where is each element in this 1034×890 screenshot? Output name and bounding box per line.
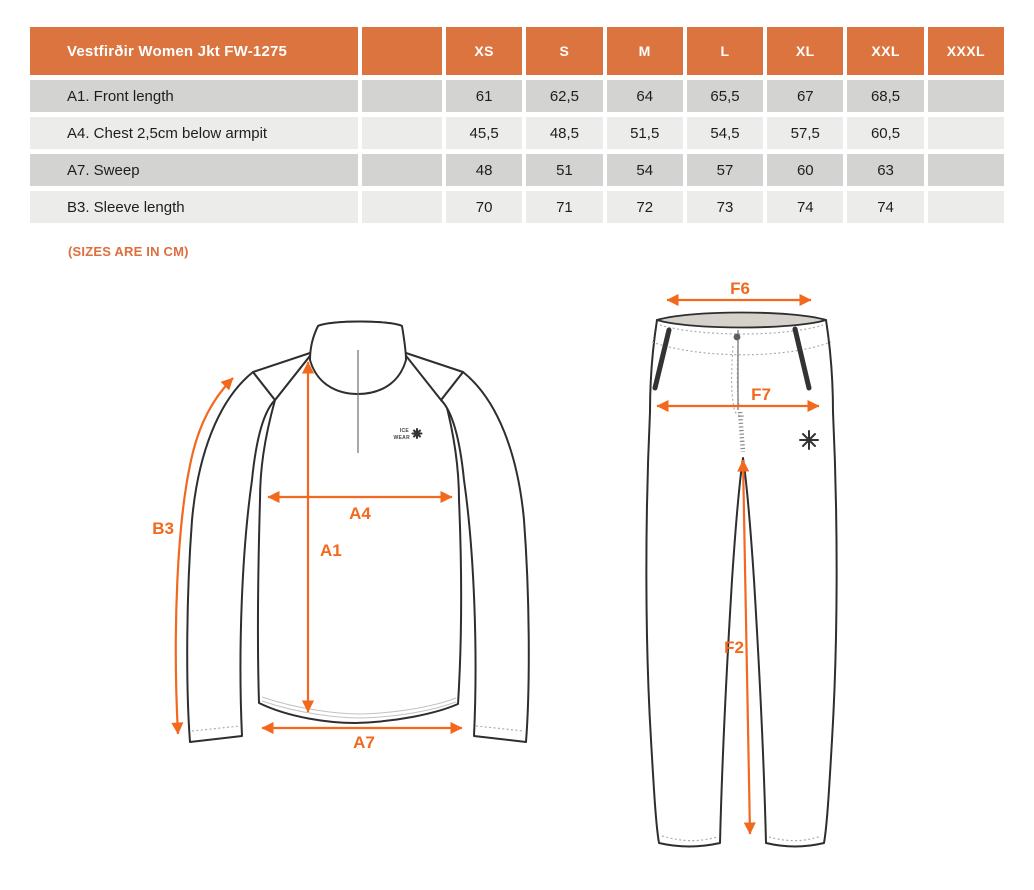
- value-cell: [928, 80, 1004, 112]
- snowflake-icon: [413, 429, 422, 438]
- value-cell: 48,5: [526, 117, 602, 149]
- value-cell: 71: [526, 191, 602, 223]
- value-cell: 62,5: [526, 80, 602, 112]
- row-label-a1: A1. Front length: [30, 80, 358, 112]
- spacer-cell: [362, 117, 442, 149]
- row-label-b3: B3. Sleeve length: [30, 191, 358, 223]
- value-cell: [928, 154, 1004, 186]
- jacket-body: [258, 352, 461, 723]
- sizes-note: (SIZES ARE IN CM): [68, 244, 189, 259]
- value-cell: 68,5: [847, 80, 923, 112]
- value-cell: 63: [847, 154, 923, 186]
- spacer-cell: [362, 154, 442, 186]
- a7-label: A7: [353, 733, 375, 752]
- header-size-l: L: [687, 27, 763, 75]
- value-cell: 74: [767, 191, 843, 223]
- value-cell: 72: [607, 191, 683, 223]
- value-cell: 51: [526, 154, 602, 186]
- table-title-cell: [30, 27, 358, 75]
- size-table: [30, 27, 1004, 223]
- header-size-xxl: XXL: [847, 27, 923, 75]
- value-cell: [928, 191, 1004, 223]
- spacer-cell: [362, 191, 442, 223]
- header-size-m: M: [607, 27, 683, 75]
- value-cell: 48: [446, 154, 522, 186]
- row-label-a4: A4. Chest 2,5cm below armpit: [30, 117, 358, 149]
- value-cell: 73: [687, 191, 763, 223]
- row-label-a7: A7. Sweep: [30, 154, 358, 186]
- header-spacer-cell: [362, 27, 442, 75]
- value-cell: 64: [607, 80, 683, 112]
- value-cell: 54,5: [687, 117, 763, 149]
- spacer-cell: [362, 80, 442, 112]
- value-cell: 57,5: [767, 117, 843, 149]
- f6-label: F6: [730, 279, 750, 298]
- value-cell: 60,5: [847, 117, 923, 149]
- value-cell: 54: [607, 154, 683, 186]
- pants-body: [646, 313, 836, 846]
- table-title: Vestfirðir Women Jkt FW-1275: [67, 42, 288, 60]
- header-size-xs: XS: [446, 27, 522, 75]
- header-size-xl: XL: [767, 27, 843, 75]
- pants-diagram: [630, 280, 860, 860]
- waist-button: [734, 334, 741, 341]
- a1-label: A1: [320, 541, 342, 560]
- brand-logo-line1: ICE: [399, 428, 409, 434]
- brand-logo-line2: WEAR: [393, 435, 410, 441]
- value-cell: 57: [687, 154, 763, 186]
- a4-label: A4: [349, 504, 371, 523]
- header-size-xxxl: XXXL: [928, 27, 1004, 75]
- value-cell: 51,5: [607, 117, 683, 149]
- value-cell: 74: [847, 191, 923, 223]
- value-cell: 61: [446, 80, 522, 112]
- jacket-diagram: [130, 300, 610, 770]
- b3-label: B3: [152, 519, 174, 538]
- value-cell: 60: [767, 154, 843, 186]
- f2-label: F2: [724, 638, 744, 657]
- value-cell: 45,5: [446, 117, 522, 149]
- waistband-opening: [657, 313, 826, 328]
- header-size-s: S: [526, 27, 602, 75]
- snowflake-icon: [800, 431, 818, 449]
- value-cell: 67: [767, 80, 843, 112]
- value-cell: 65,5: [687, 80, 763, 112]
- value-cell: 70: [446, 191, 522, 223]
- f7-label: F7: [751, 385, 771, 404]
- value-cell: [928, 117, 1004, 149]
